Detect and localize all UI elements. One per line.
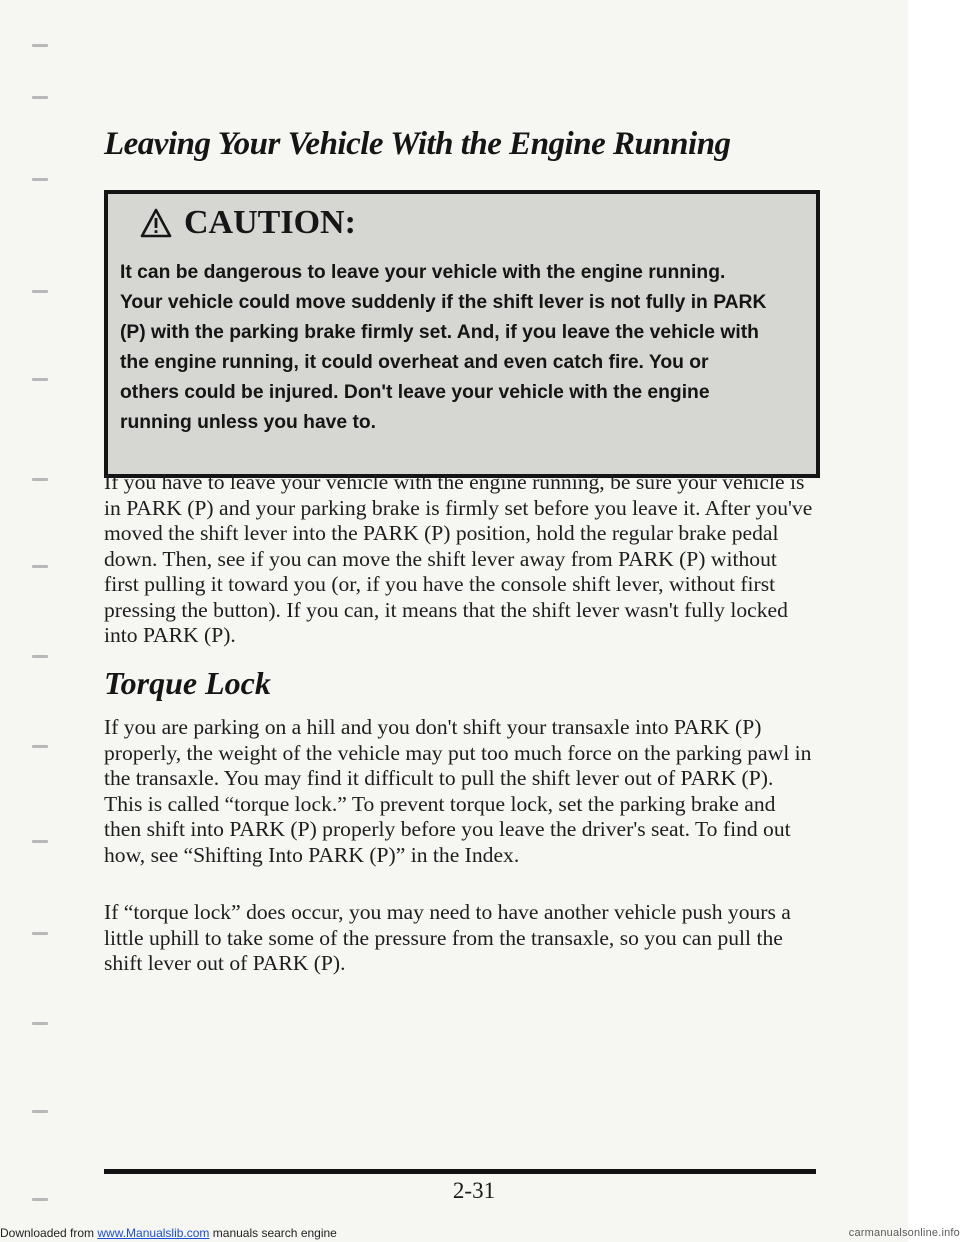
edge-mark [32,932,48,935]
paragraph: If “torque lock” does occur, you may need to have another vehicle push yours a little uphill to take some of the pressure from the transaxle, so you can pull the shift lever out of PARK (P). [104,900,791,975]
footer-suffix: manuals search engine [209,1226,337,1240]
footer-rule [104,1169,816,1174]
edge-mark [32,745,48,748]
edge-mark [32,96,48,99]
watermark-text: carmanualsonline.info [848,1227,960,1239]
edge-mark [32,1198,48,1201]
edge-mark [32,840,48,843]
edge-mark [32,290,48,293]
caution-header [140,204,356,242]
edge-mark [32,565,48,568]
edge-mark [32,378,48,381]
edge-mark [32,44,48,47]
edge-mark [32,178,48,181]
caution-box [104,190,820,478]
edge-mark [32,655,48,658]
footer-link[interactable]: www.Manualslib.com [97,1226,210,1240]
paragraph: If you have to leave your vehicle with the engine running, be sure your vehicle is in PARK (P) and your parking brake is firmly set before you leave it. After you've moved the shift lever into the PARK (P) position, hold the regular brake pedal down. Then, see if you can move the shift lever away from PARK (P) without first pulling it toward you (or, if you have the console shift lever, without first pressing the button). If you can, it means that the shift lever wasn't fully locked into PARK (P). [104,470,813,647]
caution-label: CAUTION: [184,204,356,241]
edge-mark [32,1110,48,1113]
caution-text: It can be dangerous to leave your vehicle with the engine running. Your vehicle could move suddenly if the shift lever is not fully in PARK (P) with the parking brake firmly set. And, if you leave the vehicle with the engine running, it could overheat and even catch fire. You or others could be injured. Don't leave your vehicle with the engine running unless you have to. [120,262,767,433]
edge-mark [32,478,48,481]
download-footer [0,1224,960,1242]
section-heading: Leaving Your Vehicle With the Engine Running [104,126,731,162]
footer-prefix: Downloaded from [0,1226,98,1240]
subsection-heading: Torque Lock [104,665,271,701]
footer-source [0,1224,337,1242]
page-number: 2-31 [452,1178,496,1203]
edge-mark [32,1022,48,1025]
warning-triangle-icon [140,208,172,238]
paragraph: If you are parking on a hill and you don't shift your transaxle into PARK (P) properly, the weight of the vehicle may put too much force on the parking pawl in the transaxle. You may find it difficult to pull the shift lever out of PARK (P). This is called “torque lock.” To prevent torque lock, set the parking brake and then shift into PARK (P) properly before you leave the driver's seat. To find out how, see “Shifting Into PARK (P)” in the Index. [104,715,812,867]
page-margin-strip [908,0,960,1242]
